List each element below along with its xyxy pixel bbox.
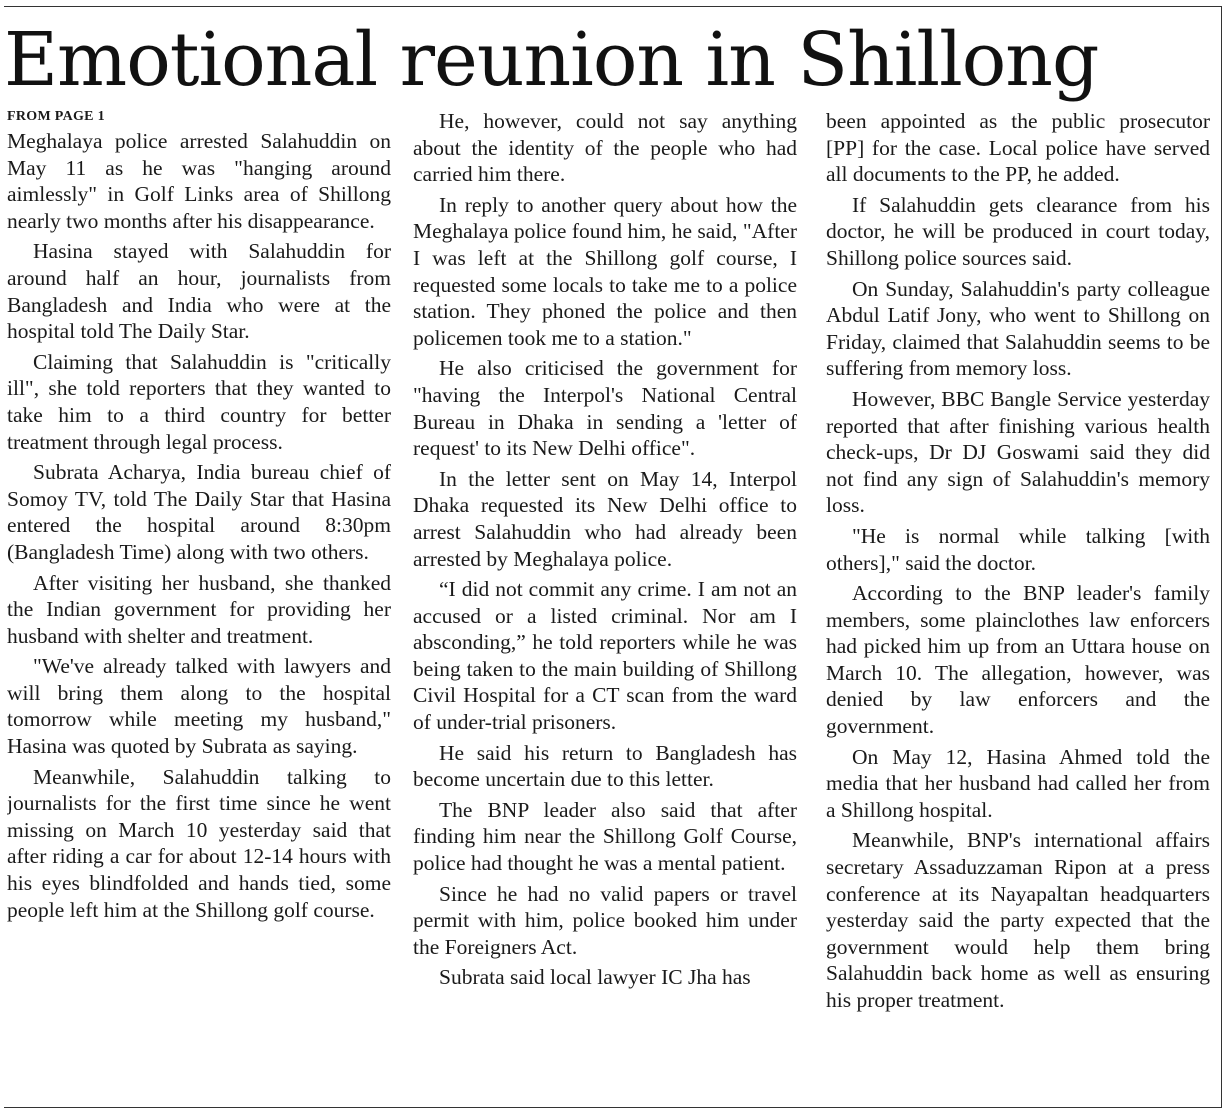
from-page-kicker: FROM PAGE 1	[7, 109, 105, 124]
right-rule	[1221, 6, 1222, 1108]
paragraph: Meanwhile, BNP's international affairs secretary Assaduzzaman Ripon at a press conference at its Nayapaltan headquarters yesterday said the party expected that the government would help them bring Salahuddin back home as well as ensuring his proper treatment.	[826, 828, 1210, 1012]
paragraph: Claiming that Salahuddin is "critically ill", she told reporters that they wanted to take him to a third country for better treatment through legal process.	[7, 349, 391, 454]
top-rule	[4, 6, 1222, 7]
paragraph: Hasina stayed with Salahuddin for around half an hour, journalists from Bangladesh and India who were at the hospital told The Daily Star.	[7, 239, 391, 344]
article-column-1	[7, 108, 391, 1104]
paragraph: In the letter sent on May 14, Interpol Dhaka requested its New Delhi office to arrest Salahuddin who had already been arrested by Meghalaya police.	[413, 466, 797, 571]
headline: Emotional reunion in Shillong	[4, 17, 1099, 103]
paragraph: Meanwhile, Salahuddin talking to journalists for the first time since he went missing on March 10 yesterday said that after riding a car for about 12-14 hours with his eyes blindfolded and hands tied, some people left him at the Shillong golf course.	[7, 764, 391, 922]
paragraph: Meghalaya police arrested Salahuddin on May 11 as he was "hanging around aimlessly" in Golf Links area of Shillong nearly two months after his disappearance.	[7, 129, 391, 233]
paragraph: He said his return to Bangladesh has become uncertain due to this letter.	[413, 740, 797, 792]
paragraph: If Salahuddin gets clearance from his doctor, he will be produced in court today, Shillong police sources said.	[826, 192, 1210, 270]
paragraph: However, BBC Bangle Service yesterday reported that after finishing various health check-ups, Dr DJ Goswami said they did not find any sign of Salahuddin's memory loss.	[826, 386, 1210, 518]
article-column-2	[413, 108, 797, 1104]
paragraph: He also criticised the government for "having the Interpol's National Central Bureau in Dhaka in sending a 'letter of request' to its New Delhi office".	[413, 356, 797, 461]
paragraph: Subrata Acharya, India bureau chief of Somoy TV, told The Daily Star that Hasina entered the hospital around 8:30pm (Bangladesh Time) along with two others.	[7, 460, 391, 564]
paragraph: According to the BNP leader's family members, some plainclothes law enforcers had picked him up from an Uttara house on March 10. The allegation, however, was denied by law enforcers and the government.	[826, 581, 1210, 739]
article-column-3	[826, 108, 1210, 1104]
paragraph: After visiting her husband, she thanked the Indian government for providing her husband with shelter and treatment.	[7, 570, 391, 648]
paragraph: “I did not commit any crime. I am not an accused or a listed criminal. Nor am I absconding,” he told reporters while he was being taken to the main building of Shillong Civil Hospital for a CT scan from the ward of under-trial prisoners.	[413, 577, 797, 735]
paragraph: He, however, could not say anything about the identity of the people who had carried him there.	[413, 109, 797, 187]
paragraph: been appointed as the public prosecutor [PP] for the case. Local police have served all documents to the PP, he added.	[826, 109, 1210, 187]
paragraph: On May 12, Hasina Ahmed told the media that her husband had called her from a Shillong hospital.	[826, 744, 1210, 822]
paragraph: "We've already talked with lawyers and will bring them along to the hospital tomorrow while meeting my husband," Hasina was quoted by Subrata as saying.	[7, 654, 391, 759]
paragraph: Subrata said local lawyer IC Jha has	[439, 965, 751, 990]
paragraph: The BNP leader also said that after finding him near the Shillong Golf Course, police had thought he was a mental patient.	[413, 797, 797, 876]
paragraph: Since he had no valid papers or travel permit with him, police booked him under the Foreigners Act.	[413, 881, 797, 959]
paragraph: "He is normal while talking [with others]," said the doctor.	[826, 523, 1210, 575]
paragraph: In reply to another query about how the Meghalaya police found him, he said, "After I was left at the Shillong golf course, I requested some locals to take me to a police station. They phoned the police and then policemen took me to a station."	[413, 192, 797, 350]
bottom-rule	[4, 1107, 1222, 1108]
paragraph: On Sunday, Salahuddin's party colleague Abdul Latif Jony, who went to Shillong on Friday, claimed that Salahuddin seems to be suffering from memory loss.	[826, 276, 1210, 381]
